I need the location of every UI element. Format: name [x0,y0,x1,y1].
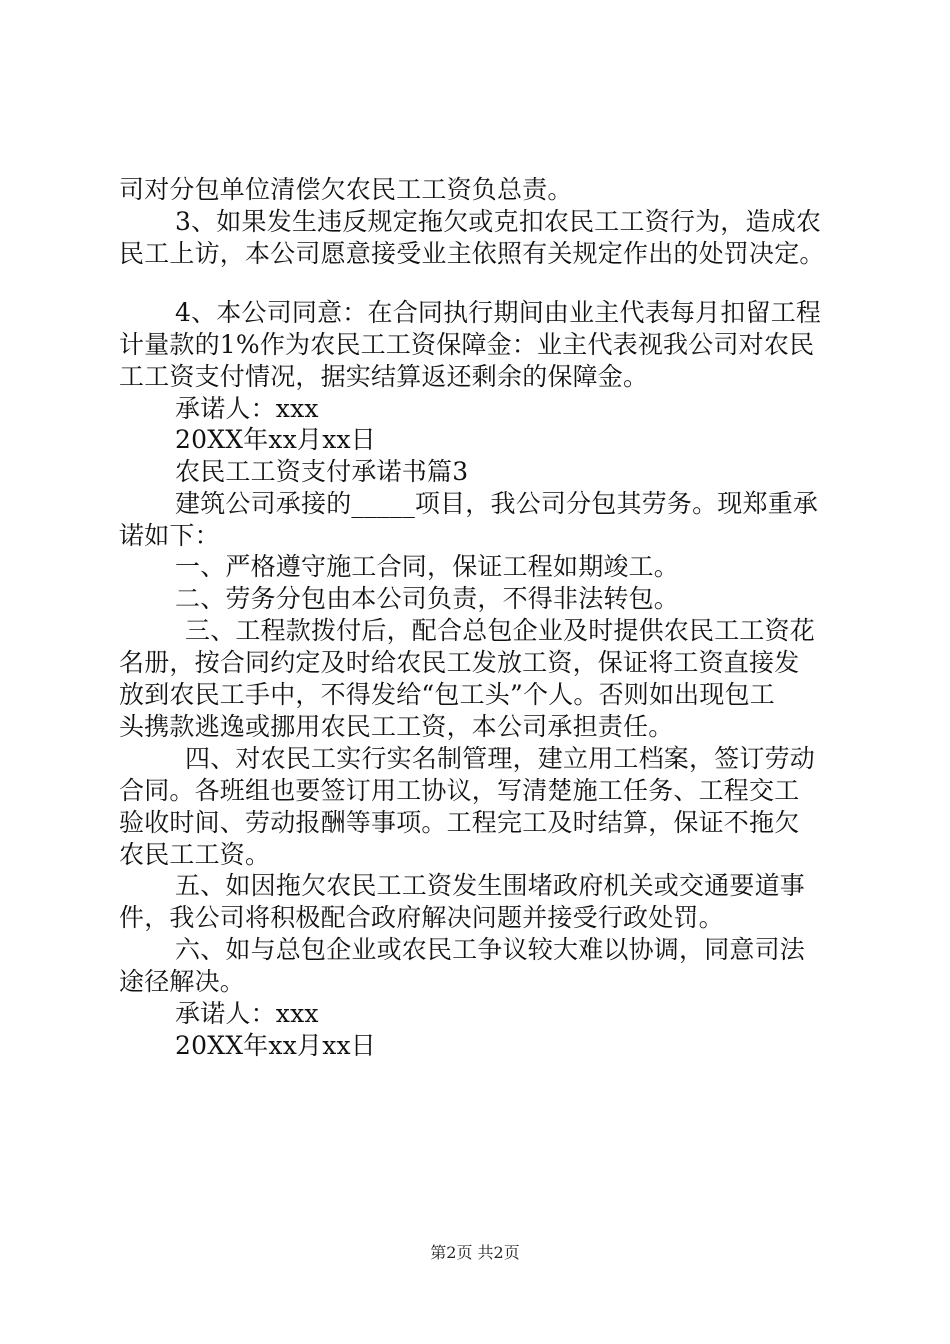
signatory-line: 承诺人：xxx [175,999,319,1028]
text-line: 诺如下： [119,521,220,550]
text-line: 名册，按合同约定及时给农民工发放工资，保证将工资直接发 [119,648,800,677]
text-line: 计量款的1%作为农民工工资保障金：业主代表视我公司对农民 [119,330,815,359]
text-line: 四、对农民工实行实名制管理，建立用工档案，签订劳动 [185,744,816,773]
text-line: 合同。各班组也要签订用工协议，写清楚施工任务、工程交工 [119,776,800,805]
page-footer: 第2页 共2页 [430,1243,520,1262]
text-line: 农民工工资。 [119,840,271,869]
text-line: 4、本公司同意：在合同执行期间由业主代表每月扣留工程 [175,298,822,327]
text-line: 建筑公司承接的_____项目，我公司分包其劳务。现郑重承 [175,489,819,518]
text-line: 工工资支付情况，据实结算返还剩余的保障金。 [119,362,649,391]
signatory-line: 承诺人：xxx [175,394,319,423]
text-line: 民工上访，本公司愿意接受业主依照有关规定作出的处罚决定。 [119,239,825,268]
text-line: 一、严格遵守施工合同，保证工程如期竣工。 [175,552,680,581]
text-line: 二、劳务分包由本公司负责，不得非法转包。 [175,584,680,613]
text-line: 六、如与总包企业或农民工争议较大难以协调，同意司法 [175,935,806,964]
text-line: 3、如果发生违反规定拖欠或克扣农民工工资行为，造成农 [175,207,822,236]
date-line: 20XX年xx月xx日 [175,1031,377,1060]
text-line: 放到农民工手中，不得发给“包工头”个人。否则如出现包工 [119,680,775,709]
text-line: 三、工程款拨付后，配合总包企业及时提供农民工工资花 [185,616,816,645]
text-line: 件，我公司将积极配合政府解决问题并接受行政处罚。 [119,903,724,932]
text-line: 五、如因拖欠农民工工资发生围堵政府机关或交通要道事 [175,871,806,900]
text-line: 头携款逃逸或挪用农民工工资，本公司承担责任。 [119,712,674,741]
date-line: 20XX年xx月xx日 [175,425,377,454]
text-line: 司对分包单位清偿欠农民工工资负总责。 [119,175,573,204]
text-line: 途径解决。 [119,967,246,996]
section-heading: 农民工工资支付承诺书篇3 [175,457,469,486]
text-line: 验收时间、劳动报酬等事项。工程完工及时结算，保证不拖欠 [119,808,800,837]
